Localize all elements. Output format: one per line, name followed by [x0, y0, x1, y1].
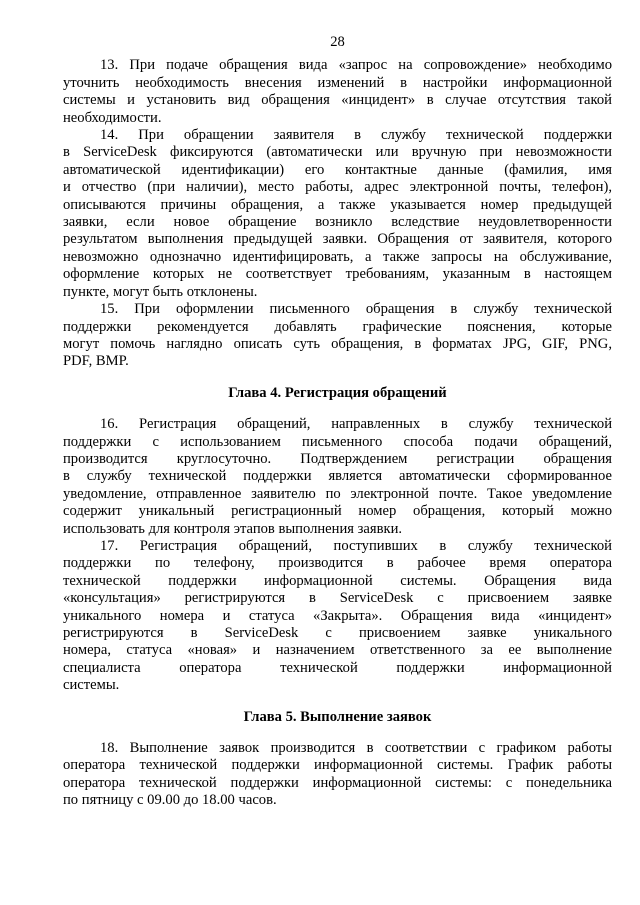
paragraph-line: могут помочь наглядно описать суть обращения, в форматах JPG, GIF, PNG, [63, 335, 612, 352]
chapter-heading: Глава 5. Выполнение заявок [243, 708, 432, 725]
paragraph-line: уникального номера и статуса «Закрыта». Обращения вида «инцидент» [63, 607, 612, 624]
paragraph-line: уведомление, отправленное заявителю по электронной почте. Такое уведомление [63, 485, 612, 502]
paragraph-line: системы. [63, 677, 120, 694]
paragraph-line: в ServiceDesk фиксируются (автоматически или вручную при невозможности [63, 144, 612, 161]
paragraph-line: «консультация» регистрируются в ServiceDesk с присвоением заявке [63, 590, 612, 607]
document-content [63, 57, 612, 809]
paragraph-line: 13. При подаче обращения вида «запрос на сопровождение» необходимо [100, 57, 612, 74]
paragraph-line: в службу технической поддержки является автоматически сформированное [63, 468, 612, 485]
paragraph-line: поддержки с использованием письменного способа подачи обращений, [63, 433, 612, 450]
paragraph [63, 127, 612, 301]
paragraph-line: 18. Выполнение заявок производится в соответствии с графиком работы [100, 740, 612, 757]
paragraph-line: уточнить необходимость внесения изменений в настройки информационной [63, 74, 612, 91]
paragraph-line: оформление которых не соответствует требованиям, указанным в настоящем [63, 266, 612, 283]
paragraph-line: системы и установить вид обращения «инцидент» в случае отсутствия такой [63, 92, 612, 109]
paragraph-line: содержит уникальный регистрационный номер обращения, который можно [63, 503, 612, 520]
paragraph-line: 15. При оформлении письменного обращения в службу технической [100, 301, 612, 318]
paragraph-line: номера, статуса «новая» и назначением ответственного за ее выполнение [63, 642, 612, 659]
paragraph-line: необходимости. [63, 109, 162, 126]
paragraph-line: технической поддержки информационной системы. Обращения вида [63, 572, 612, 589]
paragraph-line: поддержки по телефону, производится в рабочее время оператора [63, 555, 612, 572]
paragraph [63, 416, 612, 538]
paragraph-line: результатом выполнения предыдущей заявки. Обращения от заявителя, которого [63, 231, 612, 248]
paragraph-line: производится круглосуточно. Подтверждением регистрации обращения [63, 450, 612, 467]
paragraph-line: пункте, могут быть отклонены. [63, 283, 258, 300]
paragraph-line: автоматической идентификации) его контактные данные (фамилия, имя [63, 161, 612, 178]
paragraph [63, 57, 612, 127]
paragraph-line: заявки, если новое обращение возникло вследствие неудовлетворенности [63, 214, 612, 231]
paragraph-line: 14. При обращении заявителя в службу технической поддержки [100, 127, 612, 144]
paragraph-line: описываются причины обращения, а также указывается номер предыдущей [63, 196, 612, 213]
paragraph-line: 17. Регистрация обращений, поступивших в службу технической [100, 537, 612, 554]
paragraph-line: специалиста оператора технической поддержки информационной [63, 659, 612, 676]
paragraph-line: оператора технической поддержки информационной системы: с понедельника [63, 774, 612, 791]
paragraph [63, 740, 612, 810]
paragraph-line: регистрируются в ServiceDesk с присвоением заявке уникального [63, 625, 612, 641]
paragraph [63, 301, 612, 371]
paragraph-line: использовать для контроля этапов выполнения заявки. [63, 520, 403, 537]
paragraph-line: поддержки рекомендуется добавлять графические пояснения, которые [63, 318, 612, 335]
chapter-heading: Глава 4. Регистрация обращений [228, 384, 447, 401]
paragraph-line: оператора технической поддержки информационной системы. График работы [63, 757, 612, 774]
paragraph-line: PDF, BMP. [63, 353, 129, 370]
paragraph-line: и отчество (при наличии), место работы, адрес электронной почты, телефон), [63, 179, 612, 196]
page-number: 28 [330, 34, 345, 50]
paragraph-line: 16. Регистрация обращений, направленных в службу технической [100, 416, 612, 433]
paragraph [63, 538, 612, 695]
paragraph-line: по пятницу с 09.00 до 18.00 часов. [63, 792, 277, 809]
paragraph-line: невозможно однозначно идентифицировать, а также запросы на обслуживание, [63, 248, 612, 265]
